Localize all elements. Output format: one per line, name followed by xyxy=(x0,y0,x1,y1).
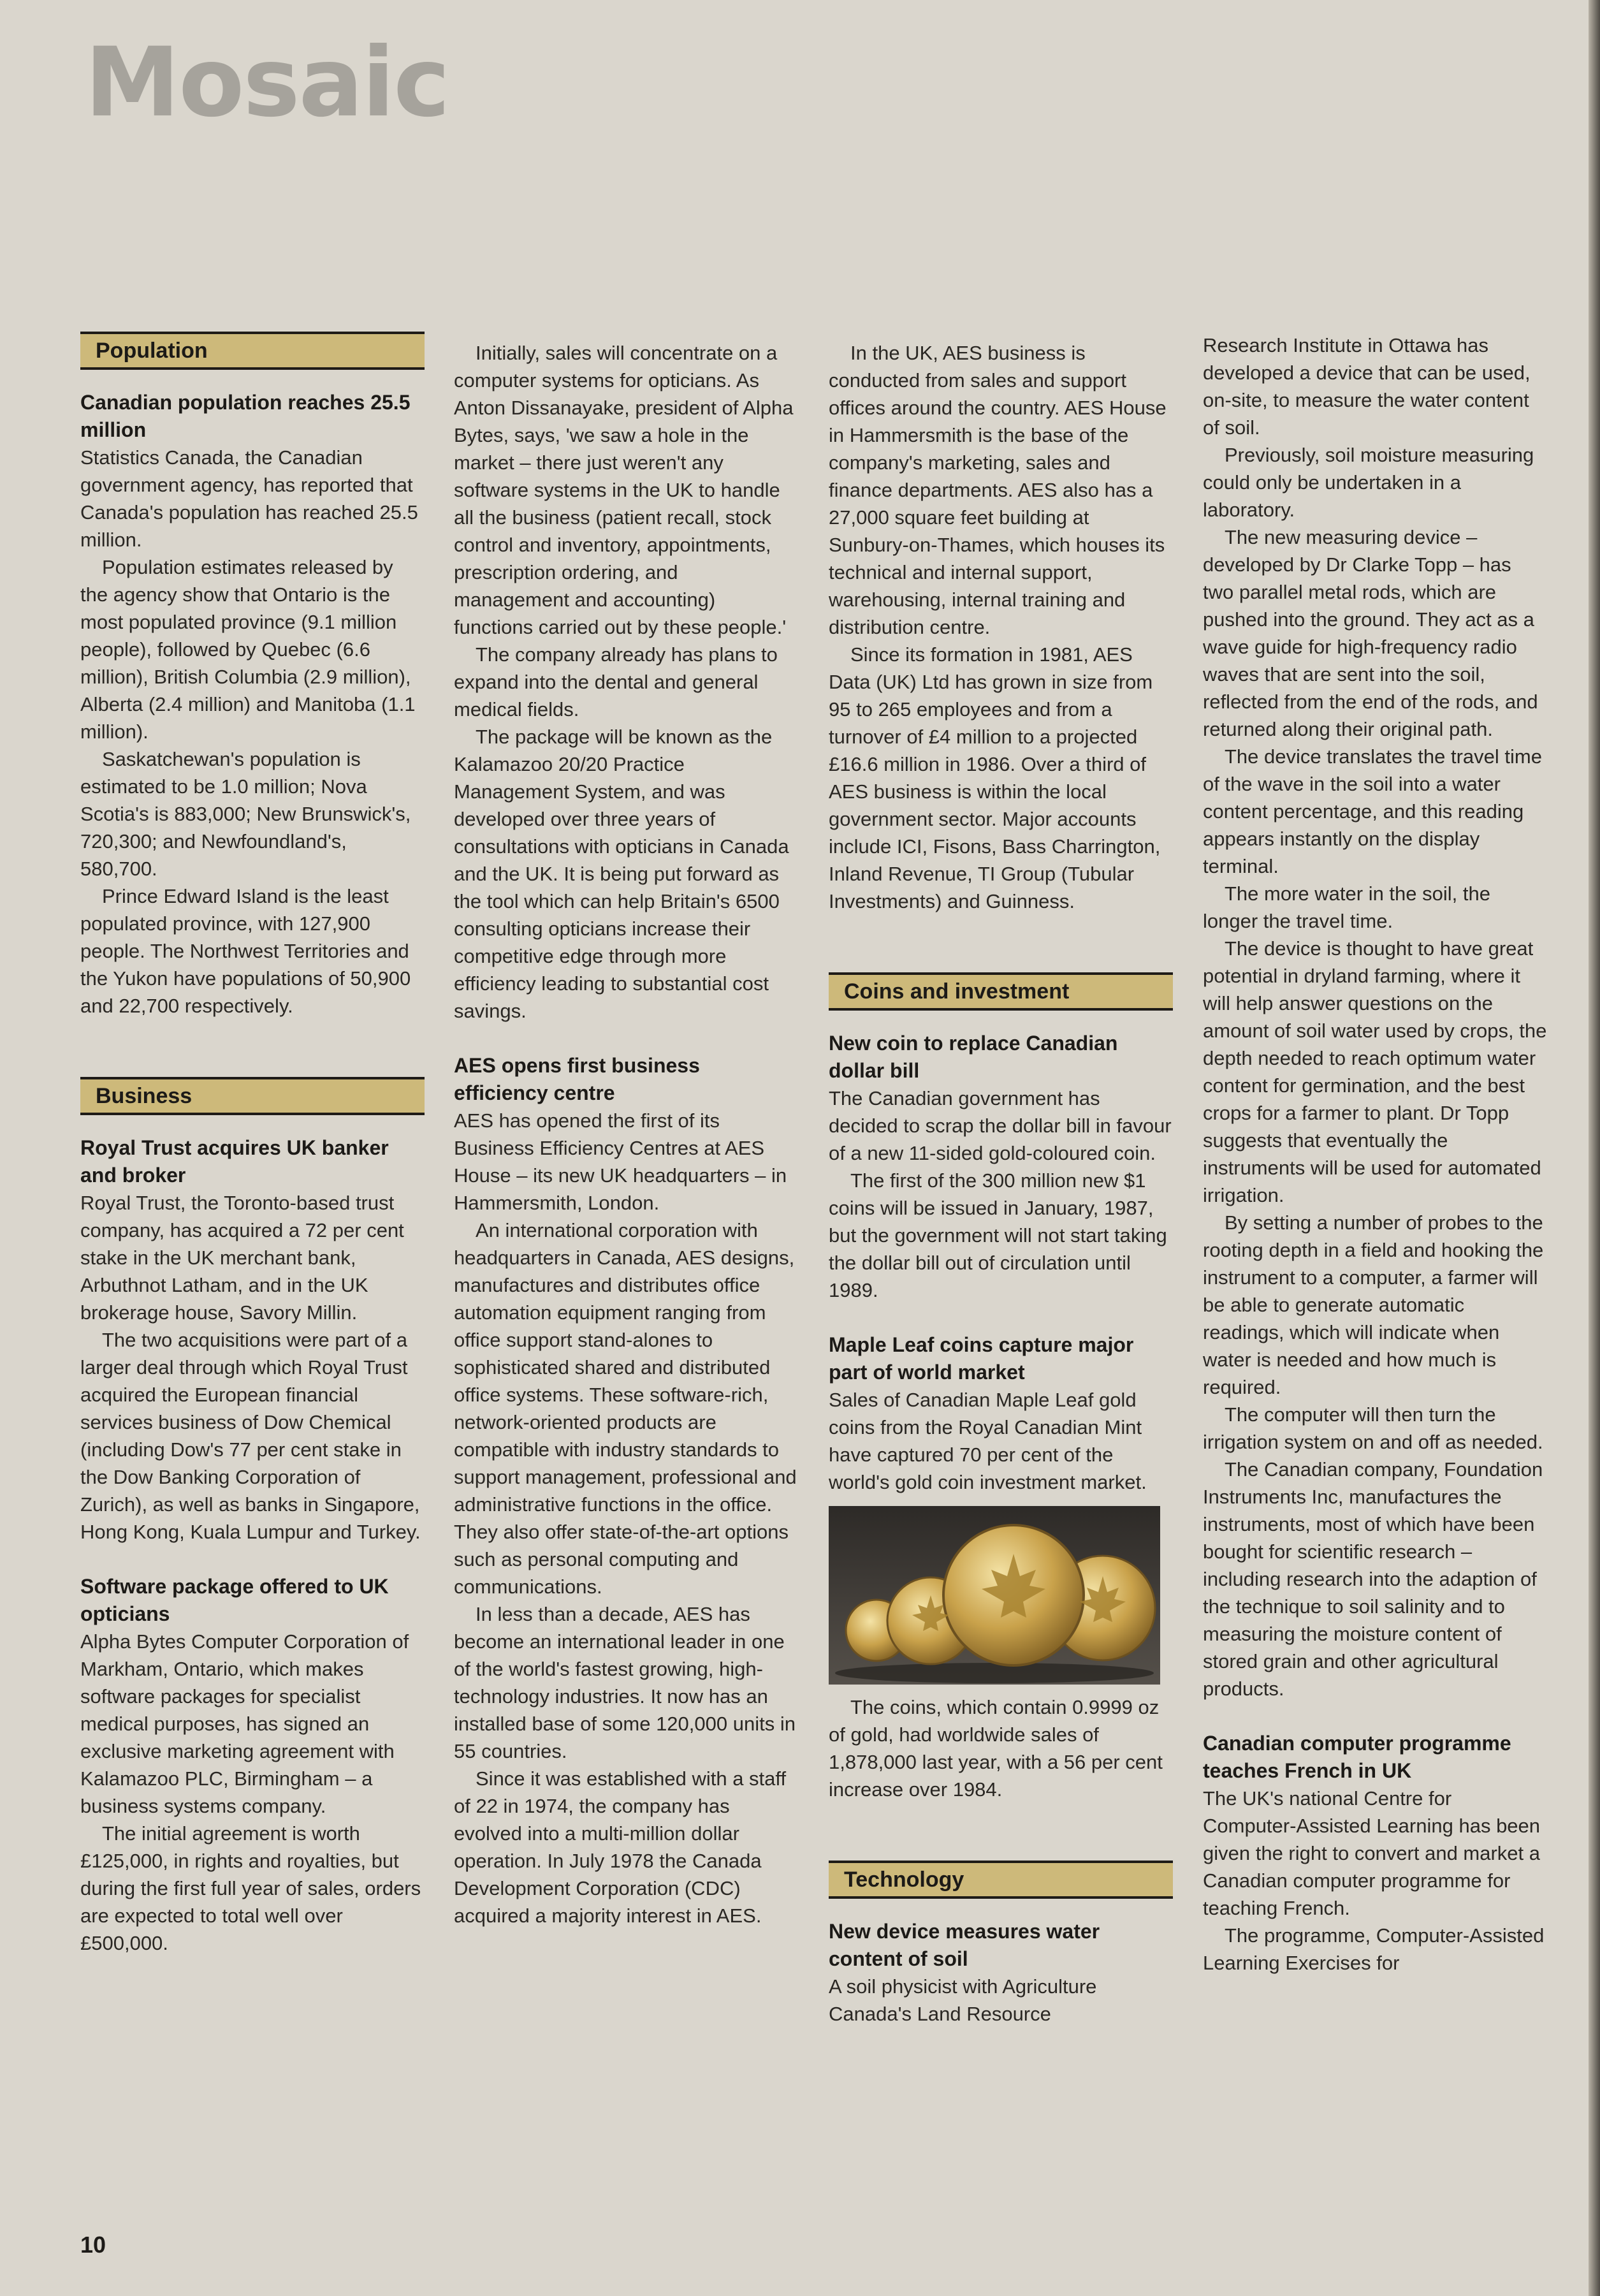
column-2 xyxy=(454,339,798,1929)
article-headline-soil-device: New device measures water content of soil xyxy=(829,1920,1100,1970)
article-paragraph: Sales of Canadian Maple Leaf gold coins from the Royal Canadian Mint have captured 70 per cent of the world's gold coin investment market. xyxy=(829,1389,1147,1493)
column-1 xyxy=(80,332,425,1957)
column-3 xyxy=(829,339,1173,2028)
article-paragraph: The computer will then turn the irrigation system on and off as needed. xyxy=(1203,1403,1543,1453)
article-paragraph: The initial agreement is worth £125,000, in rights and royalties, but during the first full year of sales, orders are expected to total well over £500,000. xyxy=(80,1822,421,1954)
article-paragraph: A soil physicist with Agriculture Canada's Land Resource xyxy=(829,1975,1097,2025)
article-paragraph: Saskatchewan's population is estimated to be 1.0 million; Nova Scotia's is 883,000; New Brunswick's, 720,300; and Newfoundland's, 580,700. xyxy=(80,748,411,880)
article-headline-population: Canadian population reaches 25.5 million xyxy=(80,391,411,441)
article-paragraph: The Canadian company, Foundation Instruments Inc, manufactures the instruments, most of which have been bought for scientific research – including research into the adaption of the technique to soil salinity and to measuring the moisture content of stored grain and other agricultural products. xyxy=(1203,1458,1543,1700)
article-paragraph: Since it was established with a staff of 22 in 1974, the company has evolved into a multi-million dollar operation. In July 1978 the Canada Development Corporation (CDC) acquired a majority interest in AES. xyxy=(454,1767,787,1927)
photo-caption: The coins, which contain 0.9999 oz of gold, had worldwide sales of 1,878,000 last year, with a 56 per cent increase over 1984. xyxy=(829,1696,1163,1801)
article-paragraph: The UK's national Centre for Computer-Assisted Learning has been given the right to convert and market a Canadian computer programme for teaching French. xyxy=(1203,1787,1541,1919)
article-paragraph: Statistics Canada, the Canadian government agency, has reported that Canada's population has reached 25.5 million. xyxy=(80,446,418,551)
article-paragraph: Research Institute in Ottawa has developed a device that can be used, on-site, to measure the water content of soil. xyxy=(1203,334,1531,439)
article-headline-aes: AES opens first business efficiency centre xyxy=(454,1054,700,1104)
article-paragraph: Royal Trust, the Toronto-based trust company, has acquired a 72 per cent stake in the UK merchant bank, Arbuthnot Latham, and in the UK brokerage house, Savory Millin. xyxy=(80,1192,404,1324)
article-paragraph: Prince Edward Island is the least populated province, with 127,900 people. The Northwest Territories and the Yukon have populations of 50,900 and 22,700 respectively. xyxy=(80,885,411,1017)
article-paragraph: The two acquisitions were part of a larger deal through which Royal Trust acquired the European financial services business of Dow Chemical (including Dow's 77 per cent stake in the Dow Banking Corporation of Zurich), as well as banks in Singapore, Hong Kong, Kuala Lumpur and Turkey. xyxy=(80,1329,421,1543)
article-paragraph: Alpha Bytes Computer Corporation of Markham, Ontario, which makes software packages for specialist medical purposes, has signed an exclusive marketing agreement with Kalamazoo PLC, Birmingham – a business systems company. xyxy=(80,1630,409,1817)
article-paragraph: Population estimates released by the agency show that Ontario is the most populated province (9.1 million people), followed by Quebec (6.6 million), British Columbia (2.9 million), Alberta (2.4 million) and Manitoba (1.1 million). xyxy=(80,556,416,743)
section-header-technology: Technology xyxy=(829,1861,1173,1899)
article-paragraph: The device is thought to have great potential in dryland farming, where it will help answer questions on the amount of soil water used by crops, the depth needed to reach optimum water content for germination, and the best crops for a farmer to plant. Dr Topp suggests that eventually the instruments will be used for automated irrigation. xyxy=(1203,937,1547,1206)
masthead: Mosaic xyxy=(85,27,449,138)
article-paragraph: In the UK, AES business is conducted from sales and support offices around the country. AES House in Hammersmith is the base of the company's marketing, sales and finance departments. AES also has a 27,000 square feet building at Sunbury-on-Thames, which houses its technical and internal support, warehousing, internal training and distribution centre. xyxy=(829,342,1167,638)
article-paragraph: In less than a decade, AES has become an international leader in one of the world's fastest growing, high-technology industries. It now has an installed base of some 120,000 units in 55 countries. xyxy=(454,1603,796,1762)
article-paragraph: The Canadian government has decided to scrap the dollar bill in favour of a new 11-sided gold-coloured coin. xyxy=(829,1087,1172,1164)
article-headline-french-programme: Canadian computer programme teaches French in UK xyxy=(1203,1732,1511,1782)
section-header-population: Population xyxy=(80,332,425,370)
article-paragraph: The first of the 300 million new $1 coins will be issued in January, 1987, but the government will not start taking the dollar bill out of circulation until 1989. xyxy=(829,1169,1167,1301)
article-paragraph: By setting a number of probes to the rooting depth in a field and hooking the instrument to a computer, a farmer will be able to generate automatic readings, which will indicate when water is needed and how much is required. xyxy=(1203,1211,1544,1398)
article-paragraph: The company already has plans to expand into the dental and general medical fields. xyxy=(454,643,778,720)
article-paragraph: The more water in the soil, the longer the travel time. xyxy=(1203,882,1490,932)
maple-leaf-coins-photo xyxy=(829,1506,1160,1685)
article-paragraph: The programme, Computer-Assisted Learning Exercises for xyxy=(1203,1924,1545,1974)
article-paragraph: An international corporation with headquarters in Canada, AES designs, manufactures and distributes office automation equipment ranging from office support stand-alones to sophisticated shared and distributed office systems. These software-rich, network-oriented products are compatible with industry standards to support management, professional and administrative functions in the office. They also offer state-of-the-art options such as personal computing and communications. xyxy=(454,1219,797,1598)
article-paragraph: The new measuring device – developed by Dr Clarke Topp – has two parallel metal rods, which are pushed into the ground. They act as a wave guide for high-frequency radio waves that are sent into the soil, reflected from the end of the rods, and returned along their original path. xyxy=(1203,526,1538,740)
article-headline-royal-trust: Royal Trust acquires UK banker and broker xyxy=(80,1136,389,1187)
page-edge xyxy=(1589,0,1600,2296)
section-header-coins: Coins and investment xyxy=(829,972,1173,1011)
column-4 xyxy=(1203,332,1547,1977)
article-paragraph: Initially, sales will concentrate on a computer systems for opticians. As Anton Dissanayake, president of Alpha Bytes, says, 'we saw a hole in the market – there just weren't any software systems in the UK to handle all the business (patient recall, stock control and inventory, appointments, prescription ordering, and management and accounting) functions carried out by these people.' xyxy=(454,342,794,638)
page-number: 10 xyxy=(80,2232,106,2258)
article-paragraph: Previously, soil moisture measuring could only be undertaken in a laboratory. xyxy=(1203,444,1534,521)
article-paragraph: The device translates the travel time of the wave in the soil into a water content percentage, and this reading appears instantly on the display terminal. xyxy=(1203,745,1542,877)
article-paragraph: AES has opened the first of its Business Efficiency Centres at AES House – its new UK headquarters – in Hammersmith, London. xyxy=(454,1109,787,1214)
article-headline-maple-leaf: Maple Leaf coins capture major part of world market xyxy=(829,1333,1134,1384)
article-paragraph: Since its formation in 1981, AES Data (UK) Ltd has grown in size from 95 to 265 employees and from a turnover of £4 million to a projected £16.6 million in 1986. Over a third of AES business is within the local government sector. Major accounts include ICI, Fisons, Bass Charrington, Inland Revenue, TI Group (Tubular Investments) and Guinness. xyxy=(829,643,1161,912)
article-paragraph: The package will be known as the Kalamazoo 20/20 Practice Management System, and was developed over three years of consultations with opticians in Canada and the UK. It is being put forward as the tool which can help Britain's 6500 consulting opticians increase their competitive edge through more efficiency leading to substantial cost savings. xyxy=(454,726,789,1022)
article-headline-dollar-coin: New coin to replace Canadian dollar bill xyxy=(829,1032,1118,1082)
section-header-business: Business xyxy=(80,1077,425,1115)
article-headline-software: Software package offered to UK opticians xyxy=(80,1575,389,1625)
